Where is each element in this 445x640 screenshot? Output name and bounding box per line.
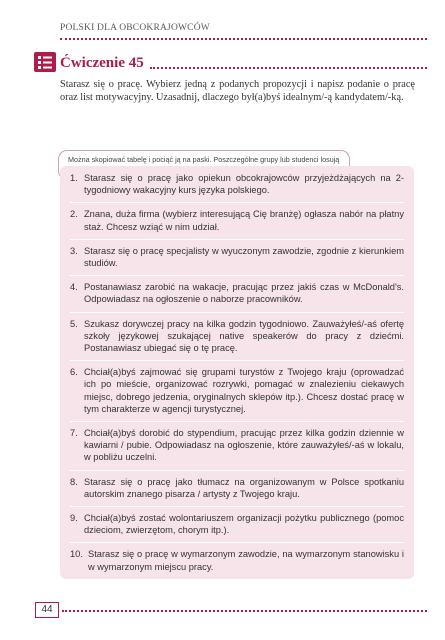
task-text: Chciał(a)byś dorobić do stypendium, pracując przez kilka godzin dziennie w kawiarni / pubie. Odpowiadasz na ogłoszenie, które zauważyłeś/-aś w lokalu, w pobliżu uczelni.	[84, 428, 404, 463]
exercise-list-icon	[34, 52, 56, 72]
exercise-instruction: Starasz się o pracę. Wybierz jedną z podanych propozycji i napisz podanie o pracę oraz list motywacyjny. Uzasadnij, dlaczego był(a)byś idealnym/-ą kandydatem/-ką.	[60, 79, 415, 104]
footer-divider	[62, 610, 427, 612]
task-text: Starasz się o pracę w wymarzonym zawodzie, na wymarzonym stanowisku i w wymarzonym miejscu pracy.	[88, 549, 404, 572]
page-number: 44	[35, 602, 59, 618]
task-text: Starasz się o pracę jako tłumacz na organizowanym w Polsce spotkaniu autorskim znanego pisarza / artysty z Twojego kraju.	[84, 476, 404, 499]
task-number: 1.	[70, 173, 78, 183]
teacher-note: Można skopiować tabelę i pociąć ją na paski. Poszczególne grupy lub studenci losują	[58, 150, 350, 180]
task-number: 2.	[70, 209, 78, 220]
task-text: Szukasz dorywczej pracy na kilka godzin tygodniowo. Zauważyłeś/-aś ofertę szkoły językowej szukającej native speakerów do pracy z dziećmi. Postanawiasz ubiegać się o tę pracę.	[84, 318, 404, 354]
running-header: POLSKI DLA OBCOKRAJOWCÓW	[60, 23, 210, 33]
task-text: Postanawiasz zarobić na wakacje, pracując przez jakiś czas w McDonald's. Odpowiadasz na ogłoszenie o naborze pracowników.	[84, 282, 404, 305]
task-row	[70, 543, 404, 578]
task-number: 7.	[70, 428, 78, 439]
task-number: 10.	[70, 549, 83, 560]
task-number: 3.	[70, 245, 78, 256]
task-row	[70, 203, 404, 239]
task-text: Chciał(a)byś zajmować się grupami turystów z Twojego kraju (oprowadzać ich po mieście, organizować rozrywki, pomagać w znalezieniu ciekawych miejsc, dobrego jedzenia, oryginalnych sklepów itp.). Chcesz dostać pracę w tym charakterze w agencji turystycznej.	[84, 367, 404, 414]
task-row	[70, 422, 404, 471]
task-row	[70, 313, 404, 362]
task-row	[70, 276, 404, 312]
task-number: 9.	[70, 513, 78, 524]
task-number: 8.	[70, 476, 78, 487]
task-number: 6.	[70, 367, 78, 378]
task-number: 4.	[70, 282, 78, 293]
task-table	[60, 166, 414, 579]
task-row	[70, 166, 404, 203]
task-text: Starasz się o pracę specjalisty w wyuczonym zawodzie, zgodnie z kierunkiem studiów.	[84, 245, 404, 269]
task-text: Starasz się o pracę jako opiekun obcokrajowców przyjeżdżających na 2-tygodniowy wakacyjny kurs języka polskiego.	[84, 173, 404, 196]
task-number: 5.	[70, 318, 78, 329]
task-text: Chciał(a)byś zostać wolontariuszem organizacji pożytku publicznego (pomoc dzieciom, zwierzętom, chorym itp.).	[84, 513, 404, 536]
task-row	[70, 361, 404, 422]
task-text: Znana, duża firma (wybierz interesującą Cię branżę) ogłasza nabór na płatny staż. Chcesz wziąć w nim udział.	[84, 209, 404, 232]
task-row	[70, 471, 404, 507]
exercise-title: Ćwiczenie 45	[60, 55, 144, 71]
exercise-divider	[150, 67, 427, 69]
task-row	[70, 507, 404, 543]
header-divider	[60, 38, 427, 40]
task-row	[70, 240, 404, 276]
